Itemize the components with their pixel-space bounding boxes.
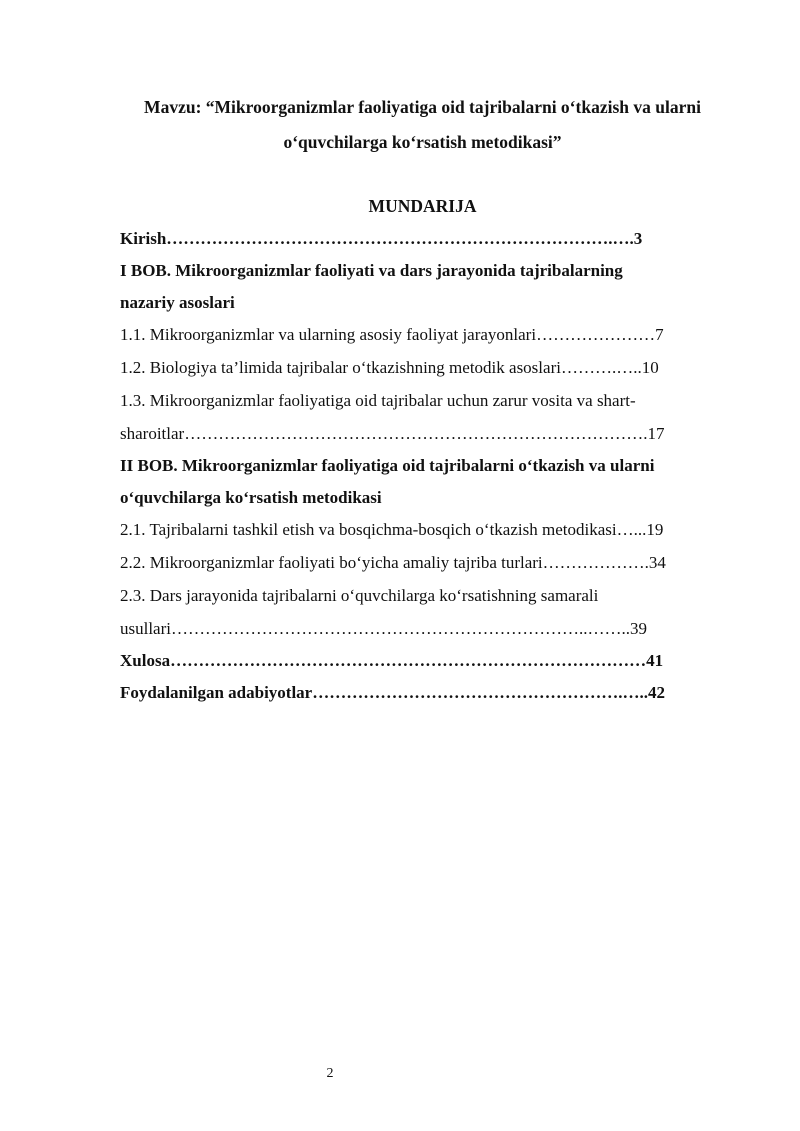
toc-chapter-2-title: II BOB. Mikroorganizmlar faoliyatiga oid tajribalarni o‘tkazish va ularni [120,456,655,475]
page-number: 2 [326,1066,334,1081]
toc-entry-2-2: 2.2. Mikroorganizmlar faoliyati bo‘yicha amaliy tajriba turlari……………….34 [120,553,666,572]
toc-entry-2-3: 2.3. Dars jarayonida tajribalarni o‘quvchilarga ko‘rsatishning samarali [120,586,599,605]
subject-title-line-1: Mavzu: “Mikroorganizmlar faoliyatiga oid tajribalarni o‘tkazish va ularni [144,97,701,117]
toc-entry-1-1: 1.1. Mikroorganizmlar va ularning asosiy faoliyat jarayonlari…………………7 [120,325,664,344]
toc-entry-1-3: 1.3. Mikroorganizmlar faoliyatiga oid tajribalar uchun zarur vosita va shart- [120,391,636,410]
toc-entry-2-3-cont: usullari………………………………………………………………..……..39 [120,619,647,638]
toc-chapter-2-title-cont: o‘quvchilarga ko‘rsatish metodikasi [120,488,382,507]
toc-entry-1-2: 1.2. Biologiya ta’limida tajribalar o‘tkazishning metodik asoslari……….…..10 [120,358,659,377]
subject-title-line-2: o‘quvchilarga ko‘rsatish metodikasi” [283,132,562,152]
toc-entry-1-3-cont: sharoitlar……………………………………………………………………….17 [120,424,665,443]
toc-chapter-1-title: I BOB. Mikroorganizmlar faoliyati va dars jarayonida tajribalarning [120,261,623,280]
toc-chapter-1-title-cont: nazariy asoslari [120,293,235,312]
toc-entry-kirish: Kirish…………………………………………………………………….….3 [120,229,643,248]
toc-entry-adabiyotlar: Foydalanilgan adabiyotlar……………………………………………….…..42 [120,683,665,702]
toc-entry-2-1: 2.1. Tajribalarni tashkil etish va bosqichma-bosqich o‘tkazish metodikasi…...19 [120,520,664,539]
toc-heading: MUNDARIJA [368,196,477,216]
toc-entry-xulosa: Xulosa…………………………………………………………………………41 [120,651,664,670]
